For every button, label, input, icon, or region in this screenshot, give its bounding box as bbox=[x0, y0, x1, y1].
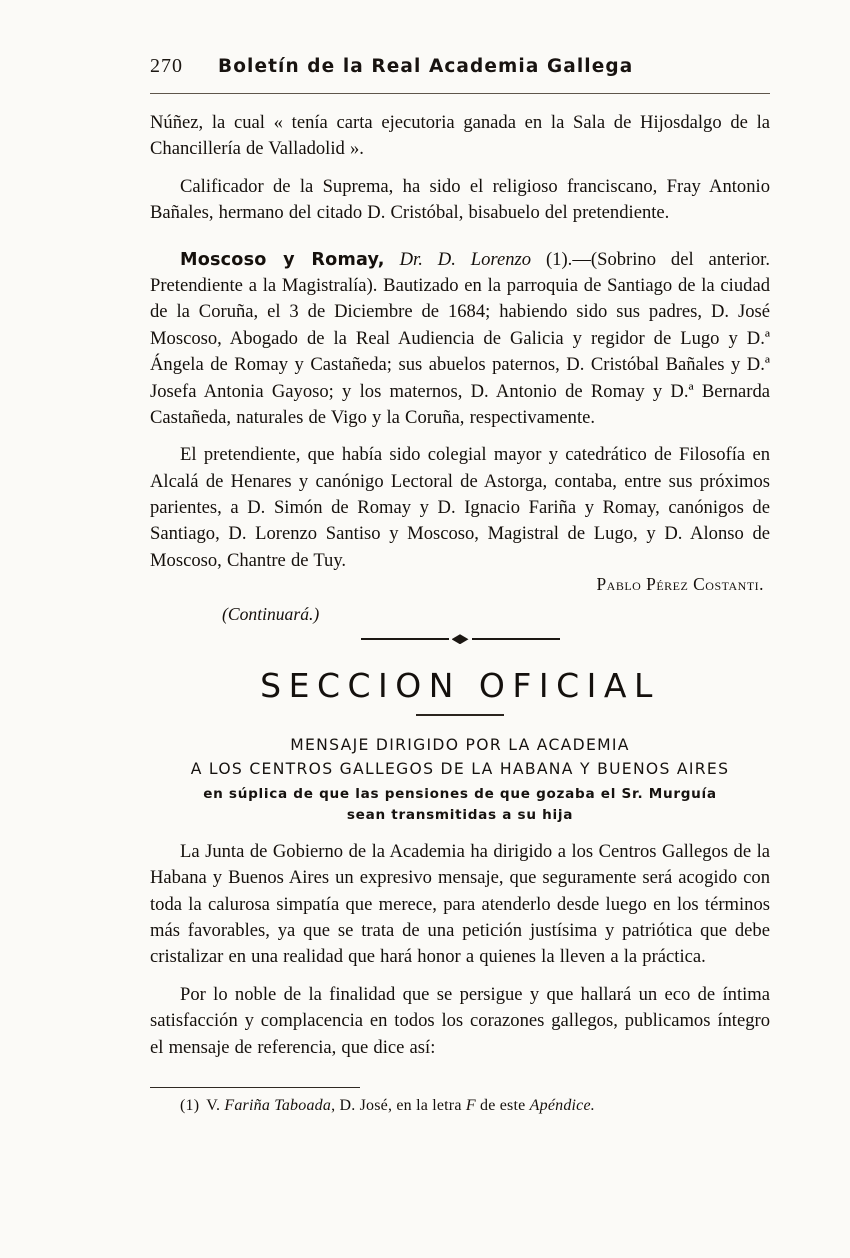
section-title-underline bbox=[416, 714, 504, 716]
message-subheading-line-2: sean transmitidas a su hija bbox=[346, 806, 574, 823]
footnote-divider bbox=[150, 1087, 360, 1088]
page-header bbox=[150, 55, 770, 85]
continued-note: (Continuará.) bbox=[222, 604, 320, 625]
footnote-italic-1: Fariña Taboada bbox=[224, 1097, 332, 1115]
entry-text: —(Sobrino del anterior. Pretendiente a la Magistralía). Bautizado en la parroquia de Santiago de la ciudad de la Coruña, el 3 de Diciembre de 1684; habiendo sido sus padres, D. José Moscoso, Abogado de la Real Audiencia de Galicia y regidor de Lugo y D.ª Ángela de Romay y Castañeda; sus abuelos paternos, D. Cristóbal Bañales y D.ª Josefa Antonia Gayoso; y los maternos, D. Antonio de Romay y D.ª Bernarda Castañeda, naturales de Vigo y la Coruña, respectivamente. bbox=[150, 248, 770, 428]
entry-title: Dr. D. Lorenzo bbox=[399, 248, 532, 270]
ornament-line-left bbox=[361, 638, 449, 640]
spacer bbox=[150, 227, 770, 247]
page-number: 270 bbox=[150, 55, 183, 77]
footnote-text-3: de este bbox=[480, 1097, 526, 1115]
author-signature: Pablo Pérez Costanti. bbox=[596, 574, 764, 595]
section-title: SECCION OFICIAL bbox=[260, 666, 660, 706]
ornament-line-right bbox=[472, 638, 560, 640]
spacer bbox=[150, 431, 770, 442]
diamond-icon bbox=[452, 634, 469, 644]
paragraph-noble: Por lo noble de la finalidad que se persigue y que hallará un eco de íntima satisfacción y complacencia en todos los corazones gallegos, publicamos íntegro el mensaje de referencia, que dice así: bbox=[150, 983, 770, 1058]
message-heading-line-2: A LOS CENTROS GALLEGOS DE LA HABANA Y BUENOS AIRES bbox=[190, 759, 730, 778]
message-heading bbox=[150, 736, 770, 823]
biography-entry bbox=[150, 247, 770, 432]
paragraph-continuation: Núñez, la cual « tenía carta ejecutoria ganada en la Sala de Hijosdalgo de la Chancillería de Valladolid ». bbox=[150, 112, 770, 160]
header-divider bbox=[150, 93, 770, 94]
footnote-italic-2: F bbox=[465, 1097, 476, 1115]
footnote-italic-3: Apéndice. bbox=[529, 1097, 595, 1115]
signature-row bbox=[150, 574, 770, 630]
page-content bbox=[150, 55, 770, 1115]
paragraph-junta: La Junta de Gobierno de la Academia ha dirigido a los Centros Gallegos de la Habana y Buenos Aires un expresivo mensaje, que seguramente será acogido con toda la calurosa simpatía que merece, para atenderlo desde luego en los términos más favorables, ya que se trata de una petición justísima y patriótica que debe cristalizar en una realidad que hará honor a quienes la lleven a la práctica. bbox=[150, 840, 770, 968]
ornament-divider bbox=[150, 634, 770, 644]
message-heading-line-1: MENSAJE DIRIGIDO POR LA ACADEMIA bbox=[290, 735, 630, 754]
footnote-text-2: , D. José, en la letra bbox=[331, 1097, 462, 1115]
spacer bbox=[150, 163, 770, 174]
footnote-text-1: V. bbox=[206, 1097, 221, 1115]
footnote bbox=[150, 1097, 770, 1115]
message-subheading-line-1: en súplica de que las pensiones de que gozaba el Sr. Murguía bbox=[203, 785, 717, 802]
spacer bbox=[150, 971, 770, 982]
footnote-marker: (1) bbox=[180, 1097, 200, 1115]
entry-name: Moscoso y Romay, bbox=[180, 249, 385, 270]
running-title: Boletín de la Real Academia Gallega bbox=[218, 56, 634, 77]
paragraph-calificador: Calificador de la Suprema, ha sido el religioso franciscano, Fray Antonio Bañales, hermano del citado D. Cristóbal, bisabuelo del pretendiente. bbox=[150, 175, 770, 224]
entry-note-ref[interactable]: (1). bbox=[545, 248, 573, 270]
paragraph-pretendiente: El pretendiente, que había sido colegial mayor y catedrático de Filosofía en Alcalá de Henares y canónigo Lectoral de Astorga, contaba, entre sus próximos parientes, a D. Simón de Romay y D. Ignacio Fariña y Romay, canónigos de Santiago, D. Lorenzo Santiso y Moscoso, Magistral de Lugo, y D. Alonso de Moscoso, Chantre de Tuy. bbox=[150, 444, 770, 571]
